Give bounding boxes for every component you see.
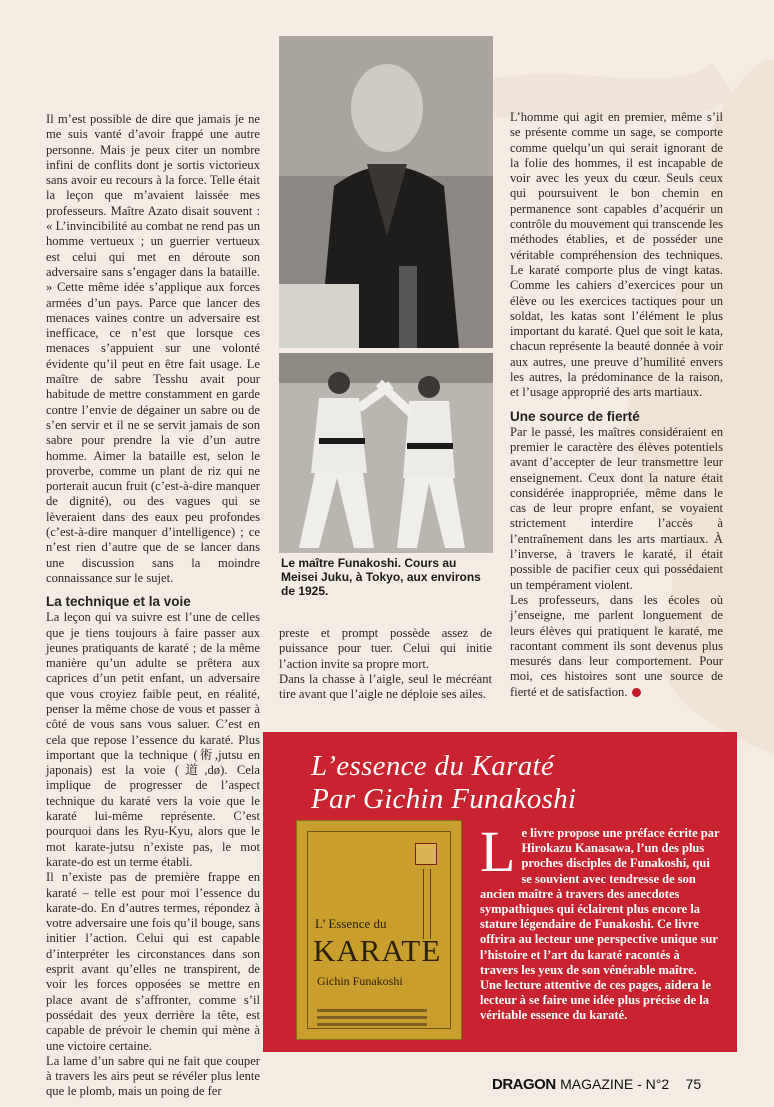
article-paragraph-text: Les professeurs, dans les écoles où j’enseigne, me parlent longuement de leurs élèves qui pratiquent le karaté, me racontant comment ils sont devenus plus mesurés dans leur comportement. Pour moi, ces histoires sont une source de fierté et de satisfaction.: [510, 592, 723, 699]
article-paragraph: Dans la chasse à l’aigle, seul le mécréant tire avant que l’aigle ne déploie ses ailes.: [279, 671, 492, 702]
book-promo-text: [480, 819, 720, 1024]
portrait-photo-funakoshi: [279, 36, 493, 348]
book-promo-body: e livre propose une préface écrite par Hirokazu Kanasawa, l’un des plus proches disciples de Funakoshi, qui se souvient avec tendresse de son ancien maître à travers des anecdotes sympathiques qui éclairent plus encore la stature légendaire de Funakoshi. Ce livre offrira au lecteur une perspective unique sur l’histoire et l’art du karaté racontés à travers les yeux de son vénérable maître. Une lecture attentive de ces pages, aidera le lecteur à se faire une idée plus précise de la véritable essence du karaté.: [480, 826, 720, 1023]
vertical-japanese-text: [423, 869, 431, 939]
book-promo-title-line1: L’essence du Karaté: [311, 750, 555, 782]
article-paragraph: La lame d’un sabre qui ne fait que couper à travers les airs peut se révéler plus lente que le plomb, mais un poing de fer: [46, 1053, 260, 1099]
photo-caption: Le maître Funakoshi. Cours au Meisei Juku, à Tokyo, aux environs de 1925.: [281, 556, 481, 598]
article-paragraph: preste et prompt possède assez de puissance pour tuer. Celui qui initie l’action invite sa propre mort.: [279, 626, 492, 671]
article-paragraph: Par le passé, les maîtres considéraient en premier le caractère des élèves potentiels avant d’accepter de leur transmettre leur enseignement. Ceux dont la nature était considérée inappropriée, même dans le cas de leur propre enfant, se voyaient strictement interdire l’accès à l’entraînement dans les arts martiaux. À l’inverse, à travers le karaté, il était possible de pacifier ceux qui possédaient un tempérament violent.: [510, 424, 723, 592]
article-column-left: [46, 112, 260, 1100]
book-author: Gichin Funakoshi: [317, 974, 403, 988]
book-promo-box: [263, 732, 737, 1052]
magazine-brand: DRAGON: [492, 1076, 556, 1093]
section-heading: La technique et la voie: [46, 594, 191, 610]
book-credits-lines: [317, 1009, 427, 1030]
article-column-right: [510, 110, 723, 700]
article-paragraph: Il m’est possible de dire que jamais je ne me suis vanté d’avoir frappé une autre personne. Mais je peux citer un nombre infini de conflits dont je sortis victorieux sans avoir eu recours à la force. Telle était la leçon que m’avaient laissée mes professeurs. Maître Azato disait souvent : « L’invincibilité au combat ne rend pas un homme vertueux ; un guerrier vertueux est celui qui met en déroute son adversaire sans s’engager dans la bataille. » Cette même idée s’applique aux forces armées d’un pays. Parce que lancer des menaces vaines contre un adversaire est inefficace, ce n’est que lorsque ces menaces s’appuient sur une volonté évidente qu’il peut en être fait usage. Le maître de sabre Tesshu avait pour habitude de mettre constamment en garde contre l’envie de dégainer un sabre ou de s’en servir et il ne se servit jamais de son sabre pour prendre la vie d’un autre homme. Aimer la bataille est, selon le proverbe, comme un plant de riz qui ne porterait aucun fruit (c’est-à-dire manquer de dignité), ou des vagues qui se lèveraient dans des eaux peu profondes (c’est-à-dire manquer d’intelligence) ; ce n’est rien d’autre que de se lancer dans une discussion sans la moindre connaissance sur le sujet.: [46, 112, 260, 585]
book-title-big: KARATE: [313, 933, 442, 968]
book-promo-title-line2: Par Gichin Funakoshi: [311, 783, 577, 815]
page-footer: [492, 1076, 701, 1094]
section-heading: Une source de fierté: [510, 408, 640, 424]
magazine-issue: MAGAZINE - N°2: [560, 1076, 670, 1092]
book-promo-title: [311, 750, 731, 816]
article-paragraph: [510, 593, 723, 700]
portrait-illustration: [279, 36, 493, 348]
sparring-illustration: [279, 353, 493, 553]
book-title-small: L’ Essence du: [315, 916, 387, 931]
drop-cap: L: [480, 819, 516, 884]
article-column-middle: [279, 626, 492, 702]
training-photo: [279, 353, 493, 553]
page-number: 75: [685, 1076, 702, 1092]
end-of-article-dot: [632, 688, 641, 697]
kanji-seal-icon: [415, 843, 437, 865]
article-paragraph: Il n’existe pas de première frappe en karaté – telle est pour moi l’essence du karate-do. En d’autres termes, répondez à votre adversaire une fois qu’il bouge, sans initier l’action. Celui qui est capable d’interpréter les circonstances dans son esprit avant qu’elles ne transpirent, de voir les forces opposées se mettre en place avant de s’affronter, comme s’il possédait des yeux derrière la tête, est capable de prévoir le chemin qui mène à une victoire certaine.: [46, 870, 260, 1053]
book-cover: [296, 820, 462, 1040]
article-paragraph: La leçon qui va suivre est l’une de celles que je tiens toujours à faire passer aux jeunes pratiquants de karaté ; de la même manière qu’un adulte se prêtera aux caprices d’un petit enfant, un adversaire que vous croyiez faible peut, en réalité, penser la même chose de vous et passer à côté de vous sans vous saluer. C’est en cela que repose l’essence du karaté. Plus important que la technique (術,jutsu en japonais) est la voie (道,dø). Cela implique de progresser de l’aspect technique du karaté vers la voie que le karaté lui-même représente. C’est pourquoi dans les Ryu-Kyu, alors que le mot karate-jutsu n’existe pas, le mot karate-do est un terme établi.: [46, 610, 260, 869]
article-paragraph: L’homme qui agit en premier, même s’il se présente comme un sage, se comporte comme quelqu’un qui serait ignorant de la folie des hommes, il est incapable de voir avec les yeux du cœur. Seuls ceux qui poursuivent le bon chemin en permanence sont capables d’acquérir un contrôle du mouvement qui transcende les méthodes établies, et de posséder une véritable compréhension des techniques. Le karaté comporte plus de vingt katas. Comme les cahiers d’exercices pour un élève ou les exercices tactiques pour un soldat, les katas sont l’élément le plus important du karaté. Quel que soit le kata, chacun représente la beauté donnée à voir aux autres, une preuve d’humilité envers les autres, la prédominance de la raison, et l’usage approprié des arts martiaux.: [510, 110, 723, 400]
